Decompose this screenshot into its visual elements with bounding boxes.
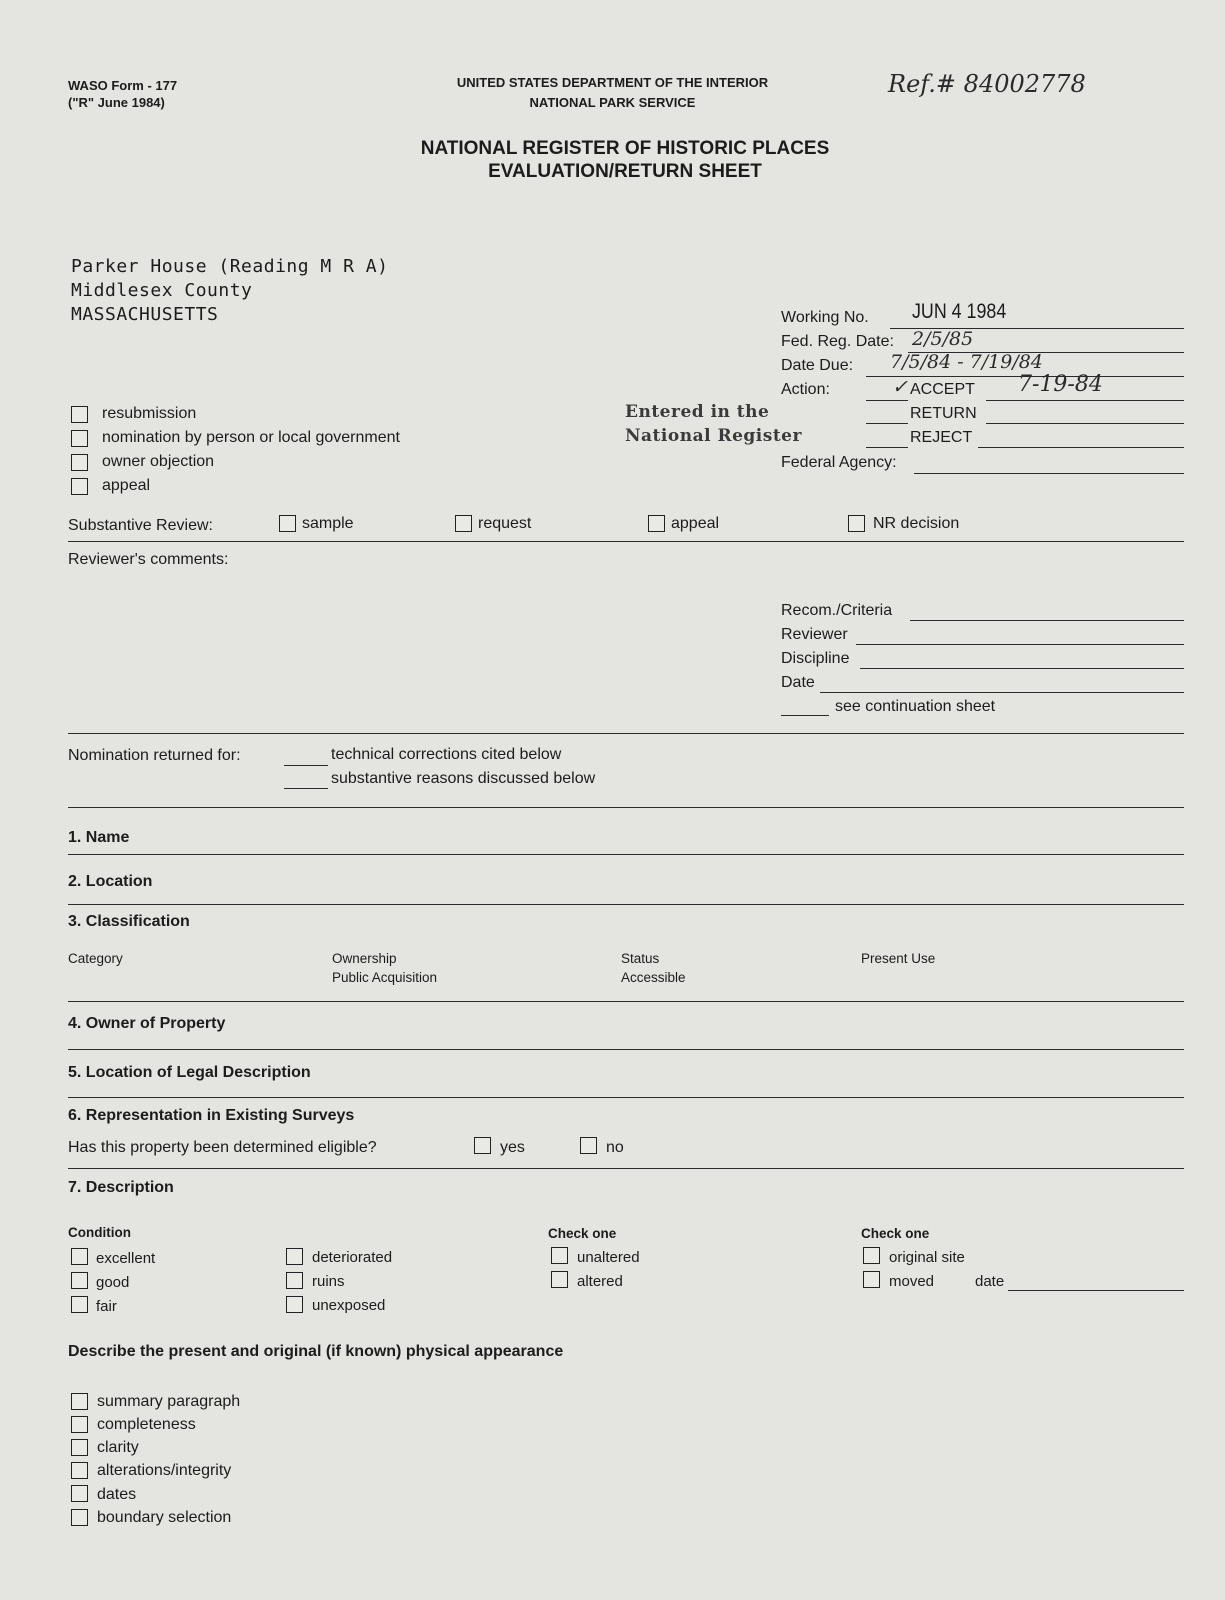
appeal-checkbox[interactable] [71, 478, 88, 495]
appeal-label: appeal [102, 477, 151, 494]
alterations-integrity-label: alterations/integrity [97, 1462, 232, 1479]
moved-date-label: date [975, 1273, 1005, 1290]
request-label: request [478, 515, 532, 532]
moved-date-line [1008, 1290, 1184, 1291]
ownership-label: Ownership [332, 951, 397, 966]
excellent-label: excellent [96, 1250, 156, 1267]
fair-label: fair [96, 1298, 117, 1315]
reference-number: Ref.# 84002778 [888, 70, 1086, 98]
section-legal-description-heading: 5. Location of Legal Description [68, 1064, 311, 1081]
appeal-review-label: appeal [671, 515, 720, 532]
form-title-line1: NATIONAL REGISTER OF HISTORIC PLACES [420, 138, 830, 159]
summary-paragraph-checkbox[interactable] [71, 1393, 88, 1410]
unexposed-label: unexposed [312, 1297, 386, 1314]
return-line [866, 423, 908, 424]
recom-criteria-line [910, 620, 1184, 621]
reject-tail-line [978, 447, 1184, 448]
property-state: MASSACHUSETTS [71, 304, 219, 325]
return-tail-line [986, 423, 1184, 424]
working-no-stamp: JUN 4 1984 [912, 300, 1007, 323]
good-checkbox[interactable] [71, 1272, 88, 1289]
eligible-no-label: no [606, 1139, 624, 1156]
fed-reg-label: Fed. Reg. Date: [781, 333, 894, 350]
discipline-label: Discipline [781, 650, 850, 667]
completeness-label: completeness [97, 1416, 196, 1433]
date-due-label: Date Due: [781, 357, 854, 374]
section-name-heading: 1. Name [68, 829, 130, 846]
return-label: RETURN [910, 405, 977, 422]
alterations-integrity-checkbox[interactable] [71, 1462, 88, 1479]
fed-reg-value: 2/5/85 [912, 328, 974, 350]
unaltered-checkbox[interactable] [551, 1247, 568, 1264]
form-title-line2: EVALUATION/RETURN SHEET [488, 161, 762, 182]
category-label: Category [68, 951, 123, 966]
form-revision: ("R" June 1984) [68, 95, 165, 110]
altered-checkbox[interactable] [551, 1271, 568, 1288]
accept-line [866, 400, 908, 401]
accept-date-line [986, 400, 1184, 401]
form-number: WASO Form - 177 [68, 78, 178, 93]
original-site-label: original site [889, 1249, 965, 1266]
recom-criteria-label: Recom./Criteria [781, 602, 893, 619]
nr-decision-label: NR decision [873, 515, 960, 532]
sample-checkbox[interactable] [279, 515, 296, 532]
divider [68, 1097, 1184, 1098]
nr-decision-checkbox[interactable] [848, 515, 865, 532]
unexposed-checkbox[interactable] [286, 1296, 303, 1313]
eligibility-question: Has this property been determined eligible? [68, 1139, 377, 1156]
boundary-selection-label: boundary selection [97, 1509, 232, 1526]
section-classification-heading: 3. Classification [68, 913, 190, 930]
reviewer-comments-label: Reviewer's comments: [68, 551, 229, 568]
divider [68, 807, 1184, 808]
resubmission-checkbox[interactable] [71, 406, 88, 423]
substantive-reasons-label: substantive reasons discussed below [331, 770, 596, 787]
accept-date: 7-19-84 [1018, 372, 1103, 397]
date-due-value: 7/5/84 - 7/19/84 [890, 351, 1043, 373]
substantive-review-label: Substantive Review: [68, 517, 213, 534]
review-date-label: Date [781, 674, 815, 691]
unaltered-label: unaltered [577, 1249, 640, 1266]
returned-for-label: Nomination returned for: [68, 747, 241, 764]
resubmission-label: resubmission [102, 405, 197, 422]
section-description-heading: 7. Description [68, 1179, 174, 1196]
nomination-checkbox[interactable] [71, 430, 88, 447]
section-surveys-heading: 6. Representation in Existing Surveys [68, 1107, 355, 1124]
owner-objection-label: owner objection [102, 453, 215, 470]
federal-agency-line [914, 473, 1184, 474]
fair-checkbox[interactable] [71, 1296, 88, 1313]
divider [68, 733, 1184, 734]
divider [68, 854, 1184, 855]
owner-objection-checkbox[interactable] [71, 454, 88, 471]
sample-label: sample [302, 515, 354, 532]
divider [68, 1168, 1184, 1169]
appeal-review-checkbox[interactable] [648, 515, 665, 532]
reviewer-line [856, 644, 1184, 645]
divider [68, 904, 1184, 905]
boundary-selection-checkbox[interactable] [71, 1509, 88, 1526]
ruins-label: ruins [312, 1273, 345, 1290]
reject-label: REJECT [910, 429, 973, 446]
public-acquisition-label: Public Acquisition [332, 970, 438, 985]
present-use-label: Present Use [861, 951, 936, 966]
divider [68, 1001, 1184, 1002]
reviewer-label: Reviewer [781, 626, 848, 643]
accept-check-mark: ✓ [892, 376, 908, 398]
reject-line [866, 447, 908, 448]
ruins-checkbox[interactable] [286, 1272, 303, 1289]
moved-checkbox[interactable] [863, 1271, 880, 1288]
property-county: Middlesex County [71, 280, 253, 301]
divider [68, 541, 1184, 542]
technical-corrections-label: technical corrections cited below [331, 746, 562, 763]
moved-label: moved [889, 1273, 935, 1290]
continuation-label: see continuation sheet [835, 698, 996, 715]
action-label: Action: [781, 381, 830, 398]
request-checkbox[interactable] [455, 515, 472, 532]
section-location-heading: 2. Location [68, 873, 153, 890]
accept-label: ACCEPT [910, 381, 975, 398]
department-name: UNITED STATES DEPARTMENT OF THE INTERIOR [456, 75, 769, 90]
entered-stamp-line1: Entered in the [625, 402, 770, 422]
check-one-label: Check one [548, 1226, 617, 1241]
clarity-label: clarity [97, 1439, 139, 1456]
section-owner-heading: 4. Owner of Property [68, 1015, 226, 1032]
divider [68, 1049, 1184, 1050]
accessible-label: Accessible [621, 970, 686, 985]
altered-label: altered [577, 1273, 623, 1290]
substantive-line [284, 788, 328, 789]
dates-label: dates [97, 1486, 137, 1503]
deteriorated-label: deteriorated [312, 1249, 393, 1266]
entered-stamp-line2: National Register [625, 426, 802, 446]
completeness-checkbox[interactable] [71, 1416, 88, 1433]
eligible-no-checkbox[interactable] [580, 1137, 597, 1154]
physical-appearance-heading: Describe the present and original (if known) physical appearance [68, 1343, 564, 1360]
federal-agency-label: Federal Agency: [781, 454, 897, 471]
continuation-line [781, 715, 829, 716]
clarity-checkbox[interactable] [71, 1439, 88, 1456]
review-date-line [820, 692, 1184, 693]
property-name: Parker House (Reading M R A) [71, 256, 389, 277]
eligible-yes-checkbox[interactable] [474, 1137, 491, 1154]
good-label: good [96, 1274, 130, 1291]
condition-label: Condition [68, 1225, 131, 1240]
discipline-line [860, 668, 1184, 669]
original-site-checkbox[interactable] [863, 1247, 880, 1264]
service-name: NATIONAL PARK SERVICE [529, 95, 696, 110]
nomination-label: nomination by person or local government [102, 429, 400, 446]
excellent-checkbox[interactable] [71, 1248, 88, 1265]
eligible-yes-label: yes [500, 1139, 525, 1156]
deteriorated-checkbox[interactable] [286, 1248, 303, 1265]
status-label: Status [621, 951, 660, 966]
technical-line [284, 765, 328, 766]
dates-checkbox[interactable] [71, 1485, 88, 1502]
summary-paragraph-label: summary paragraph [97, 1393, 241, 1410]
working-no-label: Working No. [781, 309, 869, 326]
check-one-label: Check one [861, 1226, 930, 1241]
